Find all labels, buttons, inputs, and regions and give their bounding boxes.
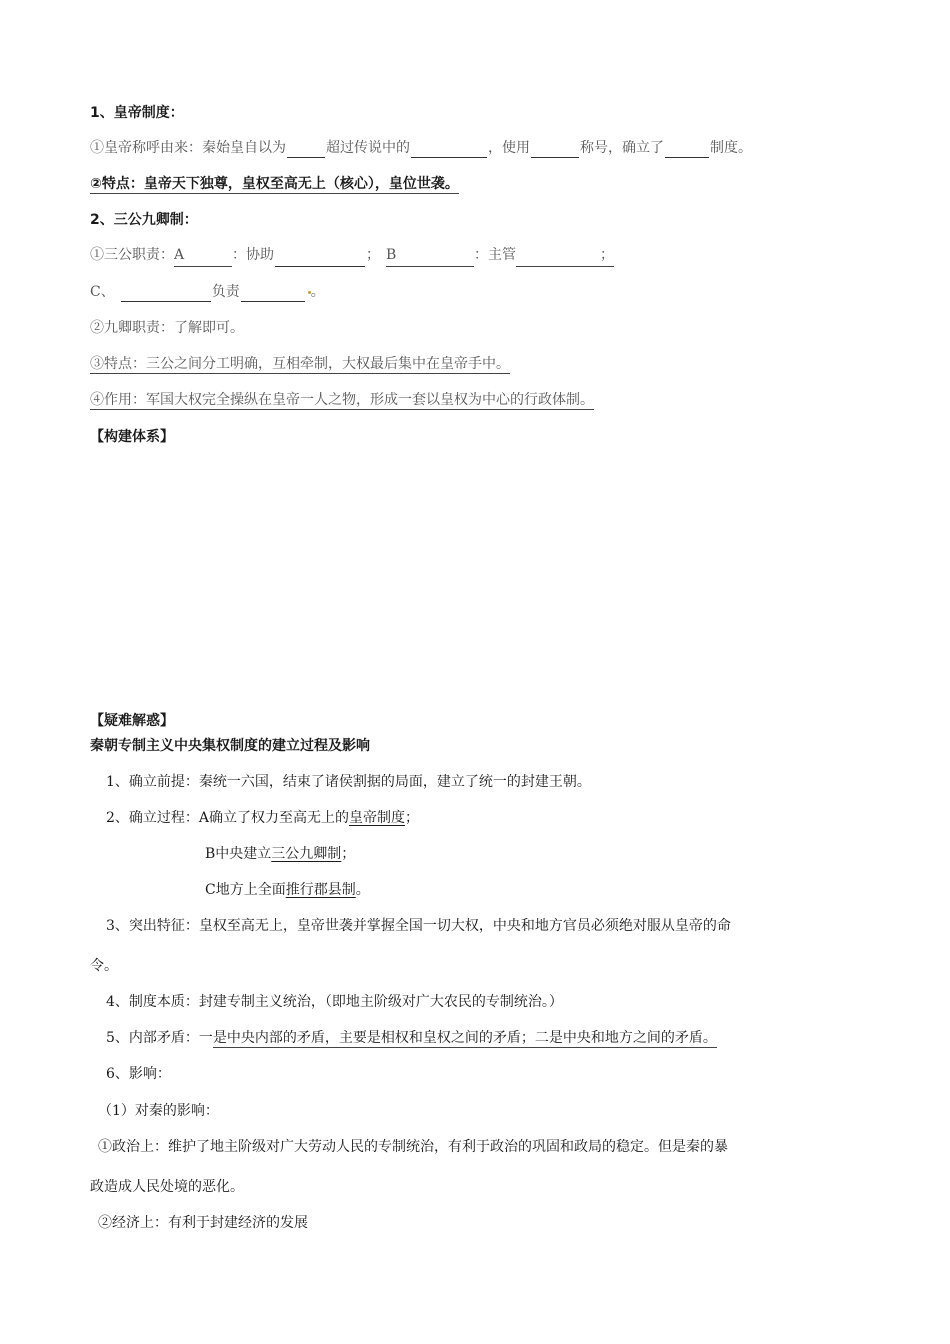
paragraph-6-1b: 政造成人民处境的恶化。 xyxy=(90,1179,244,1195)
blank[interactable] xyxy=(411,142,487,158)
section-2-title: 2、三公九卿制： xyxy=(90,212,198,228)
blank[interactable] xyxy=(665,142,709,158)
paragraph-6-1: （1）对秦的影响： xyxy=(98,1103,219,1119)
paragraph-2: 2、确立过程：A确立了权力至高无上的皇帝制度； xyxy=(106,810,420,826)
blank[interactable] xyxy=(287,142,325,158)
section-2-item-c: C、 负责 。 xyxy=(90,284,325,300)
blank[interactable] xyxy=(241,286,305,302)
paragraph-4: 4、制度本质：封建专制主义统治，（即地主阶级对广大农民的专制统治。） xyxy=(106,994,563,1010)
section-2-item-3: ③特点：三公之间分工明确，互相牵制，大权最后集中在皇帝手中。 xyxy=(90,356,510,372)
blank[interactable] xyxy=(121,286,211,302)
section-2-item-1: ①三公职责：A ：协助 ； B ：主管 ； xyxy=(90,245,614,267)
paragraph-2b: B中央建立三公九卿制； xyxy=(205,846,356,862)
paragraph-6-1a: ①政治上：维护了地主阶级对广大劳动人民的专制统治，有利于政治的巩固和政局的稳定。但是秦的暴 xyxy=(98,1139,728,1155)
section-2-item-4: ④作用：军国大权完全操纵在皇帝一人之物，形成一套以皇权为中心的行政体制。 xyxy=(90,392,594,408)
blank[interactable] xyxy=(531,142,579,158)
section-1-item-2: ②特点：皇帝天下独尊，皇权至高无上（核心），皇位世袭。 xyxy=(90,176,459,192)
section-1-item-1: ①皇帝称呼由来：秦始皇自以为 超过传说中的 ，使用 称号，确立了 制度。 xyxy=(90,140,752,156)
paragraph-2c: C地方上全面推行郡县制。 xyxy=(205,882,370,898)
paragraph-6: 6、影响： xyxy=(106,1066,171,1082)
paragraph-6-2: ②经济上：有利于封建经济的发展 xyxy=(98,1215,308,1231)
difficulty-subtitle: 秦朝专制主义中央集权制度的建立过程及影响 xyxy=(90,738,370,754)
section-2-item-2: ②九卿职责：了解即可。 xyxy=(90,320,244,336)
paragraph-1: 1、确立前提：秦统一六国，结束了诸侯割据的局面，建立了统一的封建王朝。 xyxy=(106,774,591,790)
difficulty-title: 【疑难解惑】 xyxy=(90,713,174,729)
section-1-title: 1、皇帝制度： xyxy=(90,105,184,121)
build-system-title: 【构建体系】 xyxy=(90,429,174,445)
blank[interactable] xyxy=(275,251,365,267)
paragraph-3-cont: 令。 xyxy=(90,958,118,974)
paragraph-5: 5、内部矛盾：一是中央内部的矛盾，主要是相权和皇权之间的矛盾；二是中央和地方之间的矛盾。 xyxy=(106,1030,717,1046)
paragraph-3: 3、突出特征：皇权至高无上，皇帝世袭并掌握全国一切大权，中央和地方官员必须绝对服从皇帝的命 xyxy=(106,918,731,934)
